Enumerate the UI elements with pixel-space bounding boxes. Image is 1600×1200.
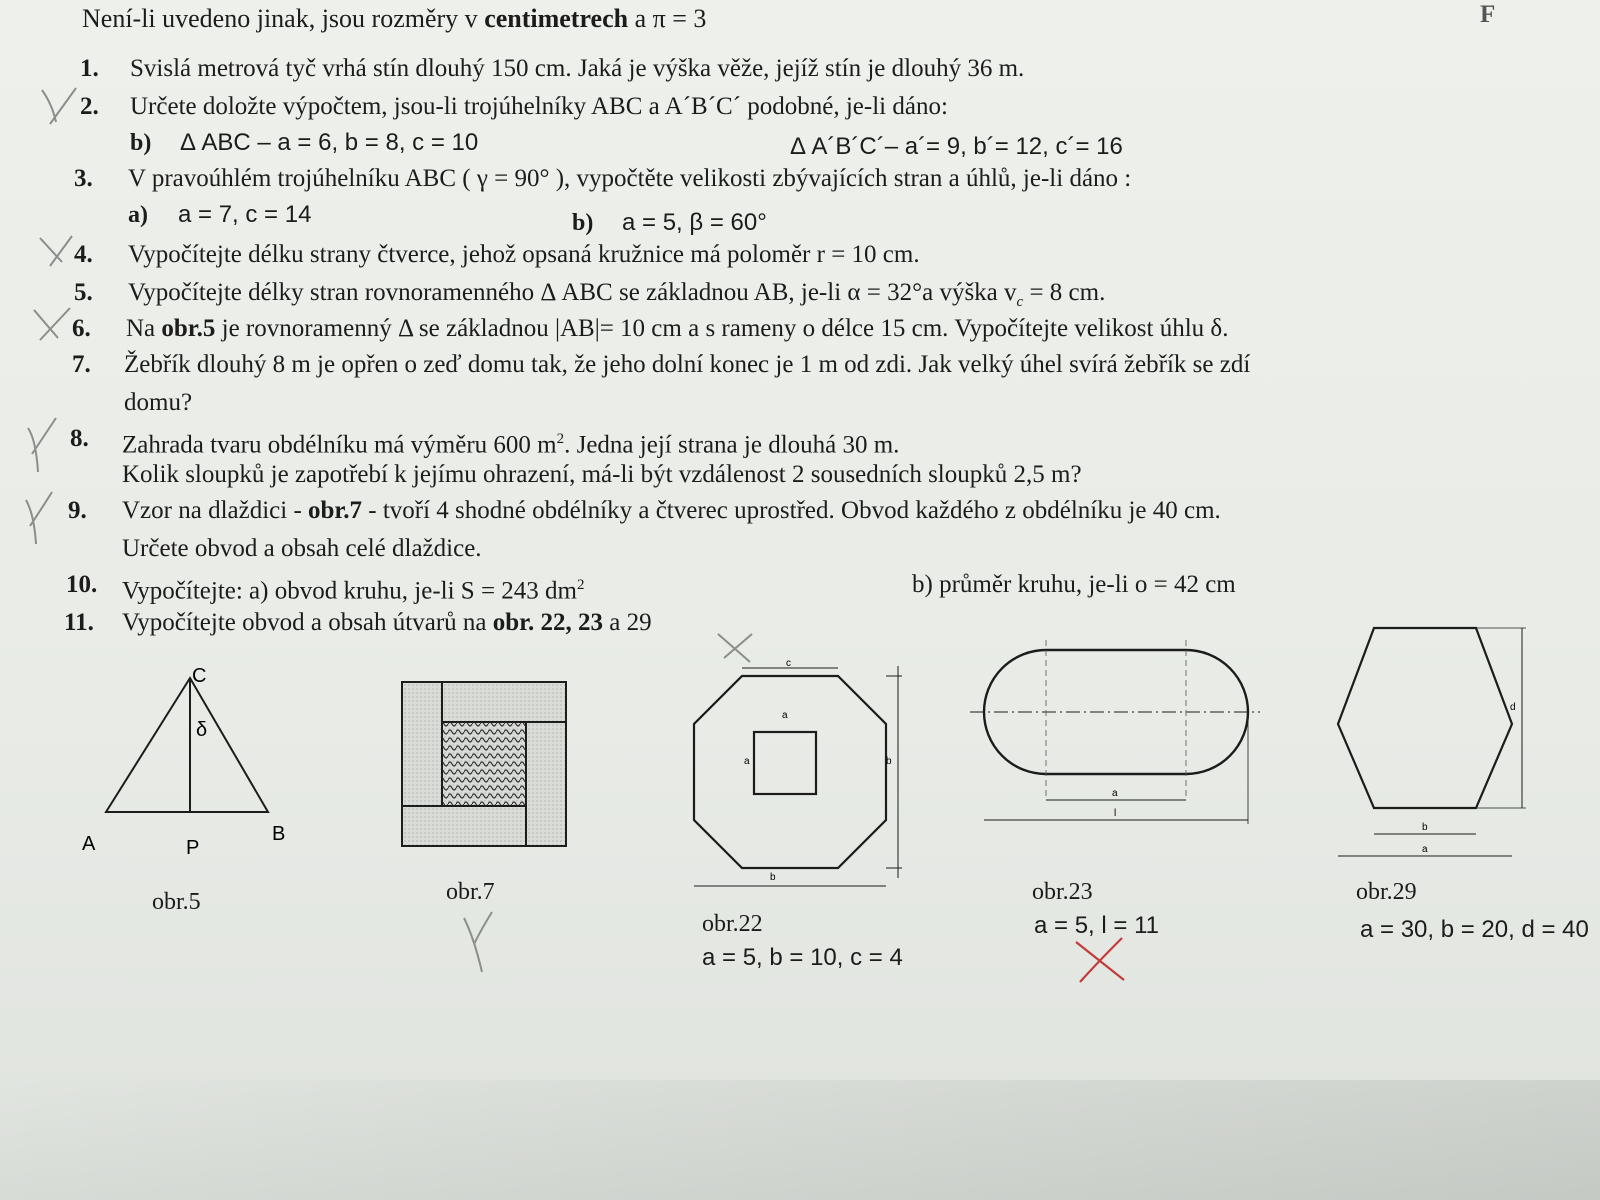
problem-9-text: - tvoří 4 shodné obdélníky a čtverec uprostřed. Obvod každého z obdélníku je 40 cm. (362, 497, 1221, 524)
problem-11-line (122, 608, 652, 638)
corner-letter: F (1480, 1, 1496, 28)
problem-2-number: 2. (80, 93, 99, 120)
red-mark-obr23 (1068, 932, 1132, 988)
problem-10-b-text: b) průměr kruhu, je-li o = 42 cm (912, 571, 1236, 598)
dimension-a-label: a (1112, 788, 1118, 799)
problem-8-tail: . Jedna její strana je dlouhá 30 m. (564, 431, 900, 459)
problem-6-pre: Na (126, 315, 162, 342)
dimension-a-side-label: a (744, 756, 750, 767)
octagon-outline (694, 676, 886, 868)
problem-3-a-text: a = 7, c = 14 (178, 201, 312, 228)
problem-8-line2: Kolik sloupků je zapotřebí k jejímu ohrazení, má-li být vzdálenost 2 sousedních sloupků 2,5 m? (122, 461, 1082, 488)
dimension-a-label: a (1422, 844, 1428, 855)
header-text: Není-li uvedeno jinak, jsou rozměry v (82, 4, 485, 33)
caption-obr5: obr.5 (152, 889, 201, 915)
problem-8-text: Zahrada tvaru obdélníku má výměru 600 m (122, 431, 557, 459)
problem-3-b-text: a = 5, β = 60° (622, 209, 767, 236)
problem-11-number: 11. (64, 609, 94, 636)
problem-2-b-right: Δ A´B´C´– a´= 9, b´= 12, c´= 16 (790, 133, 1123, 160)
problem-6-bold: obr.5 (161, 315, 216, 342)
problem-10-sup: 2 (577, 577, 585, 593)
pencil-mark-obr7 (460, 908, 500, 978)
header-bold: centimetrech (484, 4, 629, 33)
inner-square (754, 732, 816, 794)
tile-center-square (442, 722, 526, 806)
problem-9-number: 9. (68, 497, 87, 524)
dimension-b-side-label: b (886, 756, 892, 767)
problem-11-tail: a 29 (602, 609, 652, 636)
tile-rect-right (526, 722, 566, 846)
tile-rect-left (402, 682, 442, 806)
problem-8-number: 8. (70, 425, 89, 452)
dimension-d-label: d (1510, 702, 1516, 713)
problem-2-text: Určete doložte výpočtem, jsou-li trojúhelníky ABC a A´B´C´ podobné, je-li dáno: (130, 93, 948, 120)
problem-6-text: je rovnoramenný Δ se základnou |AB|= 10 cm a s rameny o délce 15 cm. Vypočítejte velikost úhlu δ. (215, 315, 1229, 342)
problem-10-line (122, 570, 585, 606)
problem-5-number: 5. (74, 279, 93, 306)
problem-7-number: 7. (72, 351, 91, 378)
problem-4-number: 4. (74, 241, 93, 268)
caption-obr22: obr.22 (702, 911, 763, 937)
delta-label: δ (196, 719, 208, 741)
problem-7-line2: domu? (124, 389, 193, 416)
problem-2-b-left: Δ ABC – a = 6, b = 8, c = 10 (180, 129, 479, 156)
vertex-c-label: C (192, 665, 207, 687)
pencil-mark-6 (28, 304, 78, 346)
problem-3-number: 3. (74, 165, 93, 192)
caption-obr7: obr.7 (446, 879, 495, 905)
problem-10-text: Vypočítejte: a) obvod kruhu, je-li S = 243 dm (122, 577, 578, 605)
figure-obr22 (690, 660, 920, 900)
problem-3-text: V pravoúhlém trojúhelníku ABC ( γ = 90° ), vypočtěte velikosti zbývajících stran a úhlů, je-li dáno : (128, 165, 1132, 192)
values-obr22: a = 5, b = 10, c = 4 (702, 944, 903, 971)
paper-shadow (0, 1080, 1600, 1200)
problem-8-line (122, 424, 899, 460)
problem-2-b-label: b) (130, 130, 152, 156)
values-obr23: a = 5, l = 11 (1034, 912, 1159, 939)
vertex-b-label: B (272, 823, 286, 845)
header-tail: a π = 3 (628, 4, 707, 33)
dimension-c-label: c (786, 658, 791, 669)
foot-p-label: P (186, 837, 200, 859)
problem-9-bold: obr.7 (308, 497, 362, 524)
figure-obr7 (400, 680, 576, 850)
problem-10-number: 10. (66, 571, 98, 598)
problem-9-line2: Určete obvod a obsah celé dlaždice. (122, 535, 482, 562)
header-line (82, 4, 706, 34)
hexagon-outline (1338, 628, 1512, 808)
dimension-b-label: b (1422, 822, 1428, 833)
problem-5-text: Vypočítejte délky stran rovnoramenného Δ ABC se základnou AB, je-li α = 32°a výška v (128, 279, 1017, 306)
problem-3-a-label: a) (128, 202, 148, 228)
tile-rect-bottom (402, 806, 526, 846)
dimension-b-bottom-label: b (770, 872, 776, 883)
problem-4-text: Vypočítejte délku strany čtverce, jehož opsaná kružnice má poloměr r = 10 cm. (128, 241, 920, 268)
tile-rect-top (442, 682, 566, 722)
caption-obr29: obr.29 (1356, 879, 1417, 905)
problem-11-bold: obr. 22, 23 (492, 609, 603, 636)
problem-3-b-label: b) (572, 210, 594, 236)
problem-6-number: 6. (72, 315, 91, 342)
problem-1-number: 1. (80, 55, 99, 82)
problem-5-tail: = 8 cm. (1023, 279, 1106, 306)
figure-obr29 (1340, 620, 1540, 870)
values-obr29: a = 30, b = 20, d = 40 (1360, 916, 1589, 943)
problem-7-text: Žebřík dlouhý 8 m je opřen o zeď domu tak, že jeho dolní konec je 1 m od zdi. Jak velký úhel svírá žebřík se zdí (124, 351, 1251, 378)
problem-9-line (122, 496, 1221, 526)
problem-6-line (126, 314, 1228, 344)
pencil-mark-4 (34, 232, 80, 272)
pencil-mark-2 (36, 84, 86, 128)
figure-obr5 (80, 660, 300, 860)
vertex-a-label: A (82, 833, 96, 855)
dimension-l-label: l (1114, 808, 1117, 819)
problem-5-subscript: c (1016, 294, 1024, 310)
problem-5-line (128, 278, 1105, 317)
problem-11-pre: Vypočítejte obvod a obsah útvarů na (122, 609, 493, 636)
problem-1-text: Svislá metrová tyč vrhá stín dlouhý 150 cm. Jaká je výška věže, jejíž stín je dlouhý 36 m. (130, 55, 1025, 82)
dimension-a-top-label: a (782, 710, 788, 721)
caption-obr23: obr.23 (1032, 879, 1093, 905)
triangle-outline (106, 678, 268, 812)
problem-9-pre: Vzor na dlaždici - (122, 497, 309, 524)
figure-obr23 (980, 640, 1270, 850)
pencil-mark-9 (20, 488, 60, 548)
pencil-mark-8 (22, 414, 62, 476)
problem-8-sup: 2 (556, 431, 565, 447)
